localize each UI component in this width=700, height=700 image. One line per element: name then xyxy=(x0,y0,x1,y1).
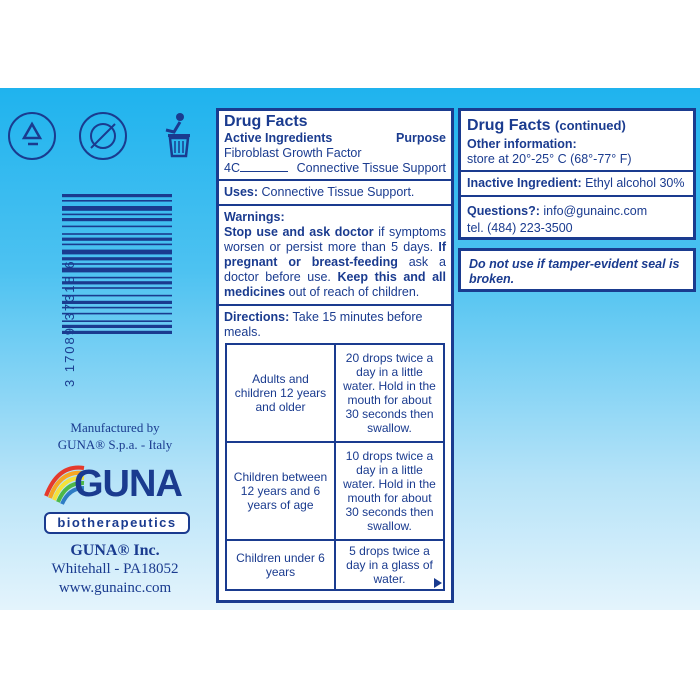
continued-title: Drug Facts xyxy=(467,117,551,134)
uses-section: Uses: Connective Tissue Support. xyxy=(219,179,451,204)
dosage-table xyxy=(225,343,445,591)
barcode-digits: 3 17089 37318 6 xyxy=(62,259,77,387)
table-cell-who: Children between 12 years and 6 years of age xyxy=(226,442,335,540)
trash-bin-icon xyxy=(160,112,194,158)
company-city: Whitehall - PA18052 xyxy=(51,561,179,577)
do-not-litter-icon xyxy=(79,112,127,160)
dosage-table-wrap xyxy=(219,343,451,591)
purpose-label: Purpose xyxy=(395,131,446,145)
drug-facts-title: Drug Facts xyxy=(224,113,308,130)
manufacturer-origin: GUNA® S.p.a. - Italy xyxy=(57,437,173,452)
table-cell-who: Adults and children 12 years and older xyxy=(226,344,335,442)
ingredient-purpose: Connective Tissue Support xyxy=(296,161,446,175)
table-cell-dose: 10 drops twice a day in a little water. Hold in the mouth for about 30 seconds then swallow. xyxy=(335,442,444,540)
active-ingredients-label: Active Ingredients xyxy=(224,131,333,145)
barcode xyxy=(62,192,172,392)
ingredient-code: 4C xyxy=(224,161,288,176)
questions-section: Questions?: info@gunainc.com tel. (484) 223-3500 xyxy=(461,197,693,239)
table-row xyxy=(226,344,444,442)
recycle-icon xyxy=(8,112,56,160)
continue-arrow-icon xyxy=(433,576,443,594)
table-cell-dose: 20 drops twice a day in a little water. Hold in the mouth for about 30 seconds then swallow. xyxy=(335,344,444,442)
company-name: GUNA® Inc. xyxy=(70,542,160,559)
drug-facts-header xyxy=(219,111,451,179)
other-info-text: store at 20°-25° C (68°-77° F) xyxy=(467,152,632,166)
drug-facts-panel xyxy=(216,108,454,603)
drug-facts-continued-panel xyxy=(458,108,696,240)
table-row xyxy=(226,442,444,540)
phone-text: tel. (484) 223-3500 xyxy=(467,221,573,235)
logo-text: GUNA xyxy=(74,463,182,505)
table-cell-dose: 5 drops twice a day in a glass of water. xyxy=(335,540,444,590)
guna-logo xyxy=(44,458,184,508)
company-website: www.gunainc.com xyxy=(58,580,172,596)
manufacturer-line: Manufactured by xyxy=(70,420,160,435)
warnings-section: Warnings: Stop use and ask doctor if symptoms worsen or persist more than 5 days. If pregnant or breast-feeding ask a doctor before use. Keep this and all medicines out of reach of children. xyxy=(219,204,451,304)
continued-header: Drug Facts (continued) Other information: store at 20°-25° C (68°-77° F) xyxy=(461,111,693,172)
tamper-seal-notice: Do not use if tamper-evident seal is broken. xyxy=(458,248,696,292)
logo-tagline: biotherapeutics xyxy=(44,512,190,534)
email-text: info@gunainc.com xyxy=(543,204,648,218)
warnings-label: Warnings: xyxy=(224,210,285,224)
inactive-ingredient: Inactive Ingredient: Ethyl alcohol 30% xyxy=(461,172,693,197)
table-cell-who: Children under 6 years xyxy=(226,540,335,590)
ingredient-name: Fibroblast Growth Factor xyxy=(224,146,362,160)
table-row xyxy=(226,540,444,590)
directions-section: Directions: Take 15 minutes before meals. xyxy=(219,304,451,343)
other-info-label: Other information: xyxy=(467,137,577,151)
